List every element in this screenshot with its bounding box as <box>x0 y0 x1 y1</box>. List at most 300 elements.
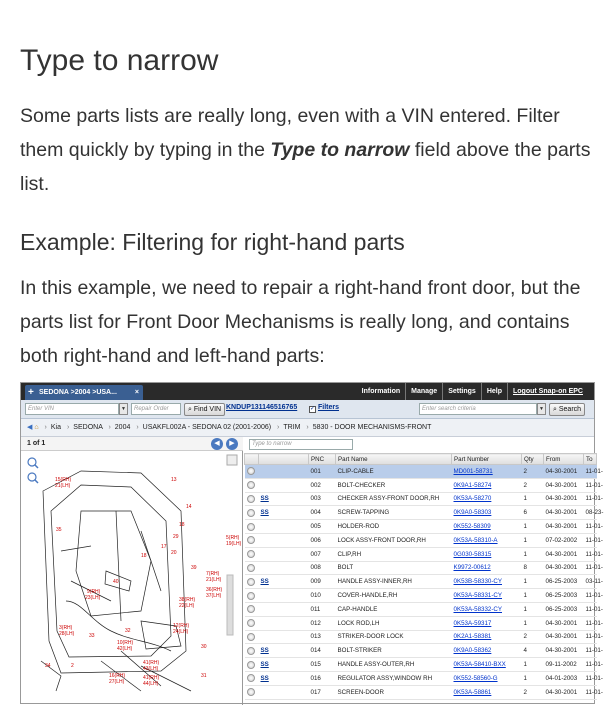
callout-label: 18 <box>141 553 147 559</box>
qty-cell <box>522 644 544 658</box>
pnc-cell <box>309 506 336 520</box>
part-name-cell-text: HANDLE ASSY-OUTER,RH <box>337 661 415 669</box>
pnc-cell <box>309 602 336 616</box>
row-action-cell[interactable] <box>245 520 259 534</box>
part-number-link[interactable] <box>452 506 522 520</box>
from-date-cell <box>544 616 584 630</box>
qty-cell-text: 1 <box>523 619 527 627</box>
to-date-cell <box>584 602 603 616</box>
qty-cell-text: 1 <box>523 550 527 558</box>
row-action-cell[interactable] <box>245 671 259 685</box>
qty-cell-text: 8 <box>523 564 527 572</box>
back-arrow-icon[interactable]: ◀ <box>27 424 33 431</box>
callout-label: 30 <box>201 644 207 650</box>
row-action-cell[interactable] <box>245 547 259 561</box>
vin-input[interactable]: Enter VIN <box>25 403 119 415</box>
callout-label: 21(LH) <box>206 577 222 583</box>
breadcrumb-separator-icon: › <box>44 424 47 431</box>
part-number-link[interactable] <box>452 492 522 506</box>
supersession-link[interactable] <box>259 616 309 630</box>
callout-label: 15(RH) <box>55 477 72 483</box>
to-date-cell <box>584 478 603 492</box>
to-date-cell <box>584 533 603 547</box>
to-date-cell <box>584 575 603 589</box>
from-date-cell <box>544 671 584 685</box>
supersession-link[interactable] <box>259 520 309 534</box>
from-date-cell-text: 04-01-2003 <box>545 674 578 682</box>
add-to-cart-icon[interactable] <box>247 605 255 613</box>
row-action-cell[interactable] <box>245 616 259 630</box>
add-to-cart-icon[interactable] <box>247 674 255 682</box>
vin-toolbar <box>21 400 594 419</box>
callout-label: 36(RH) <box>206 587 223 593</box>
qty-cell <box>522 575 544 589</box>
add-to-cart-icon[interactable] <box>247 578 255 586</box>
supersession-link[interactable] <box>259 644 309 658</box>
row-action-cell[interactable] <box>245 658 259 672</box>
part-name-cell-text: LOCK ROD,LH <box>337 619 380 627</box>
part-name-cell-text: CAP-HANDLE <box>337 605 378 613</box>
part-name-cell <box>336 465 452 479</box>
pnc-cell-text: 004 <box>310 509 321 517</box>
to-date-cell-text: 03-11- <box>585 578 603 586</box>
part-number-link[interactable] <box>452 671 522 685</box>
table-row[interactable] <box>245 602 597 616</box>
top-nav <box>357 383 588 400</box>
table-row[interactable] <box>245 478 597 492</box>
search-button[interactable] <box>549 403 585 416</box>
from-date-cell-text: 04-30-2001 <box>545 633 578 641</box>
callout-label: 13 <box>171 477 177 483</box>
qty-cell-text: 1 <box>523 661 527 669</box>
to-date-cell-text: 08-23- <box>585 509 604 517</box>
callout-label: 32 <box>125 628 131 634</box>
table-row[interactable] <box>245 589 597 603</box>
pnc-cell-text: 013 <box>310 633 321 641</box>
part-name-cell <box>336 685 452 699</box>
part-number-link[interactable] <box>452 644 522 658</box>
qty-cell <box>522 589 544 603</box>
pnc-cell <box>309 658 336 672</box>
part-number-link-text[interactable]: 0K9A0-58362 <box>453 647 492 655</box>
add-to-cart-icon[interactable] <box>247 633 255 641</box>
pnc-cell <box>309 589 336 603</box>
table-row[interactable] <box>245 465 597 479</box>
nav-logout[interactable]: Logout Snap-on EPC <box>507 383 588 400</box>
from-date-cell-text: 06-25-2003 <box>545 592 578 600</box>
to-date-cell <box>584 616 603 630</box>
breadcrumb-separator-icon: › <box>306 424 309 431</box>
part-name-cell <box>336 630 452 644</box>
nav-help[interactable]: Help <box>481 383 507 400</box>
add-to-cart-icon[interactable] <box>247 509 255 517</box>
part-name-cell <box>336 478 452 492</box>
column-header-from[interactable]: From <box>544 454 584 465</box>
part-number-link-text[interactable]: 0K53A-58332-CY <box>453 605 502 613</box>
column-header-pnc[interactable]: PNC <box>309 454 336 465</box>
table-header-row <box>245 454 597 465</box>
part-number-link[interactable] <box>452 589 522 603</box>
diagram-scrollbar <box>227 575 233 635</box>
qty-cell <box>522 630 544 644</box>
add-to-cart-icon[interactable] <box>247 481 255 489</box>
qty-cell <box>522 533 544 547</box>
supersession-link[interactable] <box>259 478 309 492</box>
nav-manage[interactable]: Manage <box>405 383 442 400</box>
find-vin-button[interactable] <box>184 403 225 416</box>
previous-page-icon[interactable]: ◀ <box>211 438 223 450</box>
supersession-link[interactable] <box>259 506 309 520</box>
zoom-out-icon <box>28 473 38 483</box>
part-name-cell <box>336 602 452 616</box>
column-header-part-name[interactable]: Part Name <box>336 454 452 465</box>
pnc-cell-text: 002 <box>310 481 321 489</box>
pnc-cell <box>309 520 336 534</box>
column-header-qty[interactable]: Qty <box>522 454 544 465</box>
part-name-cell-text: LOCK ASSY-FRONT DOOR,RH <box>337 536 426 544</box>
table-row[interactable] <box>245 575 597 589</box>
filters-checkbox-icon[interactable]: ✓ <box>310 406 316 412</box>
part-name-cell-text: HANDLE ASSY-INNER,RH <box>337 578 412 586</box>
callout-label: 34 <box>45 663 51 669</box>
supersession-link[interactable] <box>259 630 309 644</box>
callout-label: 41(RH) <box>143 675 160 681</box>
close-tab-icon[interactable]: × <box>134 389 139 396</box>
part-name-cell-text: CLIP,RH <box>337 550 362 558</box>
part-number-link[interactable] <box>452 520 522 534</box>
pnc-cell-text: 012 <box>310 619 321 627</box>
part-number-link-text[interactable]: 0K53A-58270 <box>453 495 492 503</box>
part-number-link-text[interactable]: 0K53A-58410-BXX <box>453 661 506 669</box>
callout-label: 39 <box>191 565 197 571</box>
from-date-cell <box>544 465 584 479</box>
part-number-link[interactable] <box>452 602 522 616</box>
pnc-cell <box>309 492 336 506</box>
add-to-cart-icon[interactable] <box>247 467 255 475</box>
part-number-link-text[interactable]: MD001-58731 <box>453 467 493 475</box>
callout-label: 42(LH) <box>117 646 133 652</box>
from-date-cell <box>544 602 584 616</box>
part-name-cell <box>336 520 452 534</box>
filters-toggle[interactable] <box>309 404 339 413</box>
table-row[interactable] <box>245 506 597 520</box>
column-header-blank <box>245 454 259 465</box>
part-name-cell <box>336 589 452 603</box>
table-row[interactable] <box>245 685 597 699</box>
part-name-cell-text: REGULATOR ASSY,WINDOW RH <box>337 674 433 682</box>
supersession-link[interactable] <box>259 602 309 616</box>
find-vin-label: Find VIN <box>193 406 222 413</box>
qty-cell-text: 1 <box>523 536 527 544</box>
new-tab-icon[interactable]: + <box>28 387 34 398</box>
from-date-cell-text: 04-30-2001 <box>545 688 578 696</box>
search-icon: ⌕ <box>553 406 557 413</box>
row-action-cell[interactable] <box>245 533 259 547</box>
parts-diagram[interactable] <box>21 451 243 705</box>
part-number-link[interactable] <box>452 616 522 630</box>
supersession-link[interactable] <box>259 589 309 603</box>
row-action-cell[interactable] <box>245 492 259 506</box>
part-name-cell-text: BOLT-CHECKER <box>337 481 386 489</box>
part-number-link-text[interactable]: 0K53A-58331-CY <box>453 592 502 600</box>
breadcrumb-separator-icon: › <box>66 424 70 431</box>
qty-cell-text: 1 <box>523 605 527 613</box>
to-date-cell-text: 11-01- <box>585 481 603 489</box>
to-date-cell <box>584 685 603 699</box>
callout-label: 44(LH) <box>143 681 159 687</box>
part-name-cell <box>336 533 452 547</box>
to-date-cell-text: 11-01- <box>585 688 603 696</box>
column-header-part-number[interactable]: Part Number <box>452 454 522 465</box>
supersession-link-text[interactable]: SS <box>260 647 269 655</box>
parts-table-body <box>245 465 604 700</box>
callout-label: 2 <box>71 663 74 669</box>
table-row[interactable] <box>245 492 597 506</box>
from-date-cell <box>544 547 584 561</box>
add-to-cart-icon[interactable] <box>247 536 255 544</box>
part-name-cell <box>336 506 452 520</box>
from-date-cell-text: 04-30-2001 <box>545 523 578 531</box>
example-heading: Example: Filtering for right-hand parts <box>20 229 405 255</box>
pnc-cell <box>309 465 336 479</box>
row-action-cell[interactable] <box>245 685 259 699</box>
to-date-cell-text: 11-01- <box>585 536 603 544</box>
to-date-cell-text: 11-01- <box>585 647 603 655</box>
home-icon[interactable]: ⌂ <box>34 424 39 431</box>
pnc-cell-text: 017 <box>310 688 321 696</box>
to-date-cell-text: 11-01- <box>585 523 603 531</box>
row-action-cell[interactable] <box>245 575 259 589</box>
supersession-link[interactable] <box>259 671 309 685</box>
table-row[interactable] <box>245 658 597 672</box>
callout-label: 27(LH) <box>109 679 125 685</box>
qty-cell <box>522 616 544 630</box>
qty-cell <box>522 520 544 534</box>
search-label: Search <box>558 406 582 413</box>
part-number-link-text[interactable]: 0K552-58560-G <box>453 674 498 682</box>
part-number-link[interactable] <box>452 630 522 644</box>
part-number-link-text[interactable]: 0G030-58315 <box>453 550 492 558</box>
supersession-link[interactable] <box>259 533 309 547</box>
table-row[interactable] <box>245 671 597 685</box>
part-number-link-text[interactable]: K9972-00612 <box>453 564 491 572</box>
to-date-cell <box>584 506 604 520</box>
next-page-icon[interactable]: ▶ <box>226 438 238 450</box>
pnc-cell <box>309 616 336 630</box>
column-header-blank <box>259 454 309 465</box>
row-action-cell[interactable] <box>245 506 259 520</box>
callout-label: 22(LH) <box>179 603 195 609</box>
row-action-cell[interactable] <box>245 478 259 492</box>
pnc-cell-text: 007 <box>310 550 321 558</box>
table-row[interactable] <box>245 561 597 575</box>
to-date-cell-text: 11-01- <box>585 467 603 475</box>
table-row[interactable] <box>245 644 597 658</box>
vehicle-tab-label: SEDONA >2004 >USA... <box>39 389 117 396</box>
add-to-cart-icon[interactable] <box>247 495 255 503</box>
add-to-cart-icon[interactable] <box>247 592 255 600</box>
callout-label: 9(RH) <box>87 589 101 595</box>
from-date-cell <box>544 658 584 672</box>
supersession-link-text[interactable]: SS <box>260 674 269 682</box>
breadcrumb-section: 5830 - DOOR MECHANISMS-FRONT <box>312 424 432 431</box>
supersession-link-text[interactable]: SS <box>260 661 269 669</box>
repair-order-input[interactable]: Repair Order <box>131 403 181 415</box>
page-indicator <box>21 437 243 451</box>
add-to-cart-icon[interactable] <box>247 564 255 572</box>
part-number-link[interactable] <box>452 561 522 575</box>
filters-label: Filters <box>318 404 340 411</box>
to-date-cell <box>584 658 603 672</box>
qty-cell-text: 1 <box>523 674 527 682</box>
example-paragraph: In this example, we need to repair a right-hand front door, but the parts list for Front Door Mechanisms is really long, and contains both right-hand and left-hand parts: <box>20 277 581 367</box>
from-date-cell <box>544 533 584 547</box>
callout-label: 28(LH) <box>59 631 75 637</box>
pnc-cell <box>309 630 336 644</box>
table-row[interactable] <box>245 547 597 561</box>
pnc-cell <box>309 547 336 561</box>
part-number-link-text[interactable]: 0K53A-59317 <box>453 619 492 627</box>
breadcrumb-separator-icon: › <box>136 424 139 431</box>
part-number-link-text[interactable]: 0K2A1-58381 <box>453 633 492 641</box>
part-number-link[interactable] <box>452 533 522 547</box>
breadcrumb-catalog[interactable]: USAKFL002A - SEDONA 02 (2001-2006) <box>142 424 272 431</box>
parts-table <box>244 453 604 700</box>
row-action-cell[interactable] <box>245 630 259 644</box>
callout-label: 37(LH) <box>206 593 222 599</box>
add-to-cart-icon[interactable] <box>247 523 255 531</box>
part-number-link-text[interactable]: 0K53A-58310-A <box>453 536 498 544</box>
pnc-cell <box>309 644 336 658</box>
part-number-link-text[interactable]: 0K53A-58861 <box>453 688 492 696</box>
part-number-link[interactable] <box>452 547 522 561</box>
add-to-cart-icon[interactable] <box>247 661 255 669</box>
to-date-cell-text: 11-01- <box>585 564 603 572</box>
qty-cell <box>522 658 544 672</box>
type-to-narrow-input[interactable]: Type to narrow <box>249 439 353 450</box>
callout-label: 24(LH) <box>173 629 189 635</box>
part-name-cell-text: BOLT-STRIKER <box>337 647 382 655</box>
part-number-link[interactable] <box>452 478 522 492</box>
nav-settings[interactable]: Settings <box>442 383 481 400</box>
part-number-link[interactable] <box>452 658 522 672</box>
from-date-cell-text: 07-02-2002 <box>545 536 578 544</box>
row-action-cell[interactable] <box>245 644 259 658</box>
part-number-link[interactable] <box>452 575 522 589</box>
part-number-link[interactable] <box>452 685 522 699</box>
supersession-link[interactable] <box>259 561 309 575</box>
part-number-link-text[interactable]: 0K53B-58330-CY <box>453 578 502 586</box>
epc-screenshot <box>20 382 604 704</box>
breadcrumb-group[interactable]: TRIM <box>283 424 301 431</box>
add-to-cart-icon[interactable] <box>247 550 255 558</box>
part-number-link[interactable] <box>452 465 522 479</box>
part-name-cell <box>336 658 452 672</box>
pnc-cell-text: 001 <box>310 467 321 475</box>
from-date-cell-text: 04-30-2001 <box>545 509 578 517</box>
vehicle-tab[interactable] <box>25 385 143 400</box>
supersession-link[interactable] <box>259 575 309 589</box>
row-action-cell[interactable] <box>245 589 259 603</box>
part-number-link-text[interactable]: 0K9A0-58303 <box>453 509 492 517</box>
qty-cell-text: 6 <box>523 509 527 517</box>
column-header-to[interactable]: To <box>584 454 597 465</box>
page-count: 1 of 1 <box>27 440 46 447</box>
pnc-cell-text: 010 <box>310 592 321 600</box>
vin-code-link[interactable]: KNDUP131146516765 <box>226 404 298 411</box>
search-input[interactable]: Enter search criteria <box>419 403 537 415</box>
vin-dropdown-icon[interactable]: ▼ <box>119 403 128 415</box>
table-row[interactable] <box>245 533 597 547</box>
supersession-link-text[interactable]: SS <box>260 495 269 503</box>
row-action-cell[interactable] <box>245 602 259 616</box>
supersession-link[interactable] <box>259 685 309 699</box>
callout-label: 10(RH) <box>117 640 134 646</box>
breadcrumb-model[interactable]: SEDONA <box>73 424 103 431</box>
breadcrumb-year[interactable]: 2004 <box>114 424 131 431</box>
callout-label: 14 <box>186 504 192 510</box>
add-to-cart-icon[interactable] <box>247 647 255 655</box>
breadcrumb <box>21 419 594 437</box>
supersession-link-text[interactable]: SS <box>260 509 269 517</box>
row-action-cell[interactable] <box>245 465 259 479</box>
supersession-link[interactable] <box>259 492 309 506</box>
breadcrumb-make[interactable]: Kia <box>50 424 61 431</box>
pnc-cell-text: 011 <box>310 605 321 613</box>
table-row[interactable] <box>245 616 597 630</box>
to-date-cell-text: 11-01- <box>585 674 603 682</box>
part-number-link-text[interactable]: 0K552-58309 <box>453 523 491 531</box>
from-date-cell <box>544 685 584 699</box>
supersession-link[interactable] <box>259 658 309 672</box>
callout-label: 3(RH) <box>59 625 73 631</box>
supersession-link[interactable] <box>259 547 309 561</box>
qty-cell <box>522 547 544 561</box>
to-date-cell-text: 11-01- <box>585 633 603 641</box>
fullscreen-icon <box>227 455 237 465</box>
table-row[interactable] <box>245 630 597 644</box>
from-date-cell-text: 04-30-2001 <box>545 619 578 627</box>
part-name-cell-text: CHECKER ASSY-FRONT DOOR,RH <box>337 495 440 503</box>
add-to-cart-icon[interactable] <box>247 619 255 627</box>
intro-paragraph <box>20 99 600 201</box>
qty-cell-text: 2 <box>523 633 527 641</box>
qty-cell-text: 2 <box>523 467 527 475</box>
part-name-cell <box>336 616 452 630</box>
supersession-link[interactable] <box>259 465 309 479</box>
from-date-cell-text: 06-25-2003 <box>545 605 578 613</box>
callout-label: 7(RH) <box>206 571 220 577</box>
part-number-link-text[interactable]: 0K9A1-58274 <box>453 481 492 489</box>
zoom-in-icon <box>28 458 38 468</box>
to-date-cell <box>584 644 603 658</box>
from-date-cell-text: 04-30-2001 <box>545 647 578 655</box>
pnc-cell <box>309 575 336 589</box>
row-action-cell[interactable] <box>245 561 259 575</box>
supersession-link-text[interactable]: SS <box>260 578 269 586</box>
callout-label: 12(RH) <box>173 623 190 629</box>
pnc-cell <box>309 561 336 575</box>
search-dropdown-icon[interactable]: ▼ <box>537 403 546 415</box>
pnc-cell-text: 015 <box>310 661 321 669</box>
qty-cell <box>522 465 544 479</box>
callout-label: 40 <box>113 579 119 585</box>
add-to-cart-icon[interactable] <box>247 688 255 696</box>
callout-label: 35 <box>56 527 62 533</box>
nav-information[interactable]: Information <box>361 388 401 395</box>
magnifier-icon: ⌕ <box>188 406 192 413</box>
table-row[interactable] <box>245 520 597 534</box>
